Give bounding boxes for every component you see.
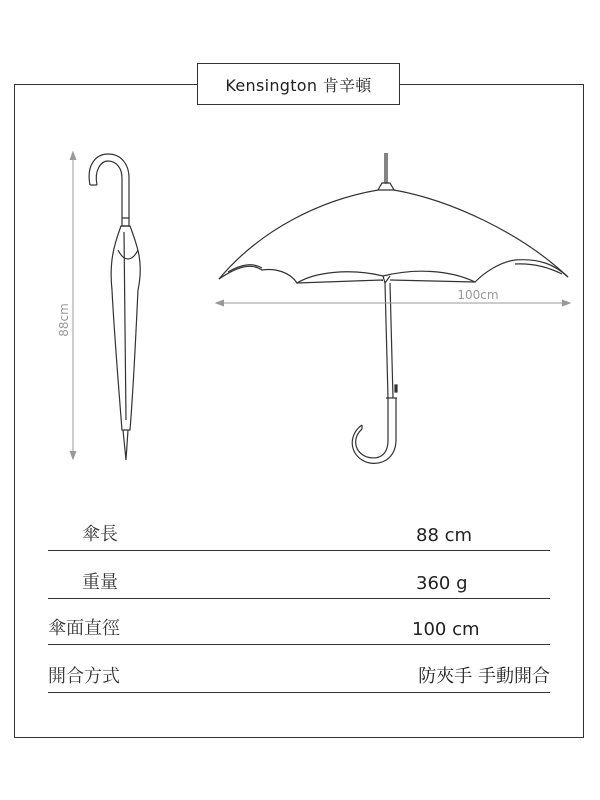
spec-value: 100 cm: [412, 619, 480, 640]
spec-value: 88 cm: [416, 525, 473, 546]
spec-value: 360 g: [416, 573, 468, 594]
spec-row-opening: [48, 646, 550, 693]
length-dimension-label: 88cm: [57, 303, 71, 337]
closed-umbrella-icon: [89, 154, 140, 460]
width-dimension-line: [216, 300, 570, 306]
spec-row-length: [48, 504, 550, 551]
spec-row-weight: [48, 552, 550, 599]
spec-value: 防夾手 手動開合: [418, 666, 550, 687]
spec-label: 傘面直徑: [48, 618, 120, 639]
spec-label: 傘長: [82, 524, 118, 545]
spec-label: 開合方式: [48, 666, 120, 687]
product-title: Kensington 肯辛頓: [197, 63, 400, 105]
spec-row-diameter: [48, 598, 550, 645]
width-dimension-label: 100cm: [457, 288, 499, 302]
spec-label: 重量: [82, 572, 118, 593]
open-umbrella-icon: [219, 153, 568, 463]
